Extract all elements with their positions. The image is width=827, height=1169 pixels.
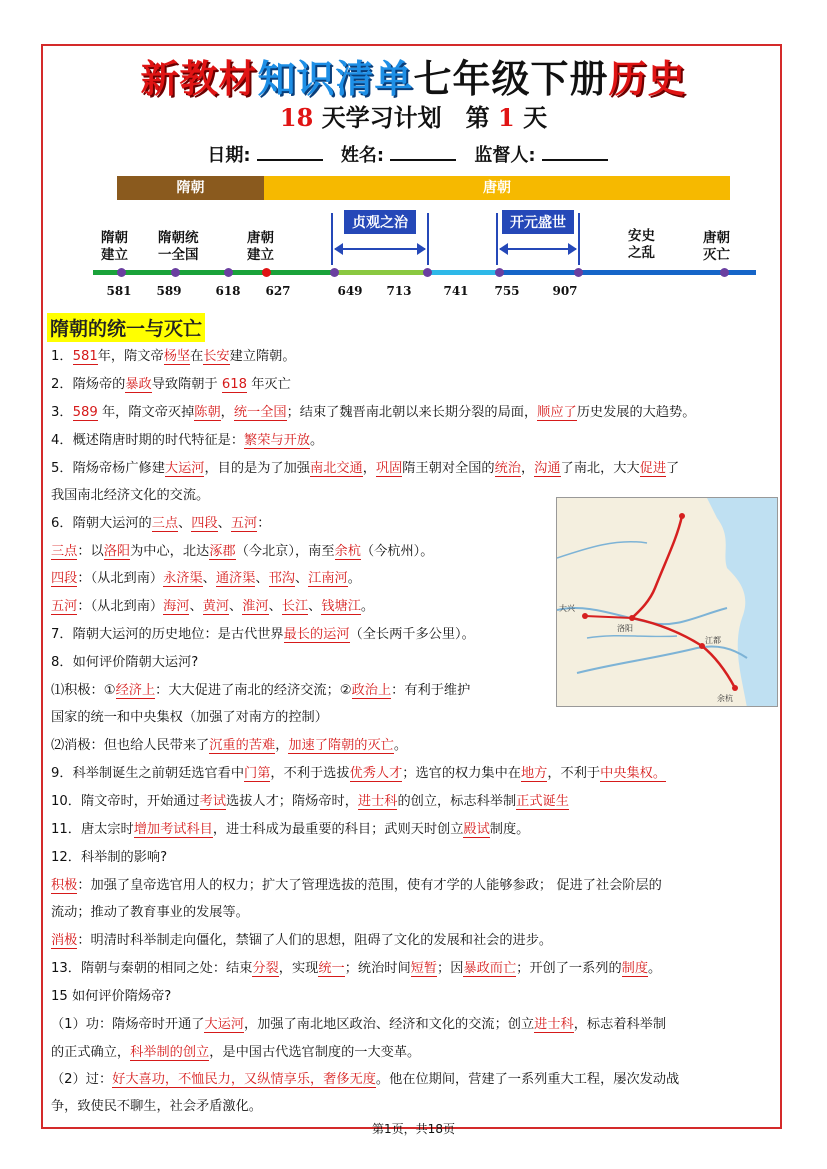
text: 在: [190, 349, 204, 364]
key-term: 顺应了: [537, 405, 577, 420]
year-label: 589: [156, 284, 182, 298]
key-term: 涿郡: [209, 544, 236, 559]
key-term: 地方: [520, 766, 548, 781]
text: ，目的是为了加强: [204, 461, 310, 476]
text: 。: [393, 738, 408, 753]
text: ：: [257, 516, 271, 531]
key-term: 618: [221, 377, 248, 392]
text: ：明清时科举制走向僵化，禁锢了人们的思想，阻碍了文化的发展和社会的进步。: [77, 933, 553, 948]
text: 隋王朝对全国的: [402, 461, 495, 476]
text: 导致隋朝于: [151, 377, 222, 392]
text: 选拔人才；隋炀帝时，: [226, 794, 358, 809]
key-term: 四段: [51, 571, 78, 586]
line-5: [51, 459, 679, 479]
key-term: 最长的运河: [283, 627, 350, 642]
text: ，: [220, 405, 234, 420]
timeline-dot: [495, 268, 504, 277]
key-term: 长江: [281, 599, 309, 614]
text: 、: [255, 571, 269, 586]
year-label: 649: [337, 284, 363, 298]
subtitle-day-number: 1: [498, 103, 515, 132]
section-heading: 隋朝的统一与灭亡: [47, 313, 205, 342]
line-4: [51, 431, 323, 451]
text: 。他在位期间，营建了一系列重大工程，屡次发动战: [375, 1072, 680, 1087]
text: 、: [268, 599, 282, 614]
line-8: 8．如何评价隋朝大运河?: [51, 655, 199, 670]
key-term: 五河: [51, 599, 78, 614]
key-term: 制度: [621, 961, 649, 976]
line-12-negative: [51, 931, 552, 951]
text: ，实现: [278, 961, 319, 976]
text: ；统治时间: [344, 961, 411, 976]
tang-dynasty-bar: 唐朝: [264, 176, 730, 200]
text: 3．: [51, 405, 73, 420]
line-15-fault-cont: 争，致使民不聊生，社会矛盾激化。: [51, 1099, 262, 1114]
text: 。: [360, 599, 375, 614]
line-15-merit: [51, 1015, 666, 1035]
key-term: 暴政而亡: [463, 961, 517, 976]
text: 、: [202, 571, 216, 586]
canal-route: [632, 516, 735, 688]
key-term: 黄河: [202, 599, 230, 614]
line-12: 12．科举制的影响?: [51, 850, 168, 865]
text: 11．唐太宗时: [51, 822, 134, 837]
period-label: 开元盛世: [502, 210, 574, 234]
text: 的创立，标志科举制: [397, 794, 517, 809]
title-part-2: 知识清单: [257, 57, 414, 101]
date-label: 日期:: [207, 145, 251, 166]
timeline-dot: [330, 268, 339, 277]
text: ：加强了皇帝选官用人的权力；扩大了管理选拔的范围，使有才学的人能够参政； 促进了社会阶层的: [77, 878, 662, 893]
double-arrow-icon: [500, 248, 576, 250]
period-label: 贞观之治: [344, 210, 416, 234]
year-label: 713: [386, 284, 412, 298]
key-term: 正式诞生: [516, 794, 569, 809]
key-term: 通济渠: [215, 571, 256, 586]
timeline-segment: [331, 270, 429, 275]
key-term: 优秀人才: [349, 766, 403, 781]
text: 。: [648, 961, 662, 976]
text: 建立隋朝。: [229, 349, 296, 364]
key-term: 大运河: [204, 1017, 245, 1032]
key-term: 增加考试科目: [133, 822, 213, 837]
timeline-segment: [429, 270, 497, 275]
text: 9．科举制诞生之前朝廷选官看中: [51, 766, 245, 781]
text: 、: [229, 599, 243, 614]
line-8-negative: [51, 736, 407, 756]
text: 、: [178, 516, 192, 531]
text: 年灭亡: [247, 377, 291, 392]
key-term: 三点: [51, 544, 78, 559]
map-label-daxing: 大兴: [559, 604, 575, 613]
text: ；结束了魏晋南北朝以来长期分裂的局面，: [286, 405, 538, 420]
map-drawing: [557, 498, 778, 707]
key-term: 短暂: [410, 961, 438, 976]
key-term: 钱塘江: [321, 599, 361, 614]
line-11: [51, 820, 529, 840]
text: 的正式确立，: [51, 1045, 131, 1060]
text: 6．隋朝大运河的: [51, 516, 152, 531]
text: 了南北，大大: [560, 461, 640, 476]
sea-area: [707, 498, 778, 707]
line-8-positive: [51, 681, 470, 701]
key-term: 消极: [51, 933, 78, 948]
event-label: 隋朝 建立: [101, 230, 128, 263]
line-15-merit-cont: [51, 1043, 420, 1063]
text: ，进士科成为最重要的科目；武则天时创立: [212, 822, 464, 837]
key-term: 余杭: [334, 544, 361, 559]
event-tang-founded: [247, 230, 274, 264]
title-part-1: 新教材: [140, 57, 258, 101]
date-field[interactable]: [257, 143, 323, 161]
key-term: 三点: [151, 516, 179, 531]
line-15-fault: [51, 1070, 679, 1090]
key-term: 加速了隋朝的灭亡: [288, 738, 394, 753]
line-12-positive: [51, 876, 662, 896]
map-label-yuhang: 余杭: [717, 694, 733, 703]
text: （今杭州）。: [360, 544, 434, 559]
text: ：有利于维护: [391, 683, 471, 698]
event-label: 隋朝统 一全国: [158, 230, 199, 263]
key-term: 杨坚: [163, 349, 191, 364]
text: 、: [294, 571, 309, 586]
timeline-axis: [93, 270, 756, 275]
key-term: 洛阳: [103, 544, 131, 559]
city-marker: [679, 513, 685, 519]
timeline-dot: [720, 268, 729, 277]
key-term: 江南河: [308, 571, 348, 586]
supervisor-field[interactable]: [542, 143, 608, 161]
timeline-dot: [574, 268, 583, 277]
key-term: 永济渠: [163, 571, 203, 586]
huai-river: [587, 636, 677, 638]
text: （全长两千多公里）。: [349, 627, 475, 642]
page-number: 第1页，共18页: [372, 1122, 455, 1136]
text: 年，隋文帝灭掉: [97, 405, 195, 420]
supervisor-label: 监督人:: [474, 145, 536, 166]
key-term: 589: [72, 405, 98, 420]
key-term: 长安: [203, 349, 230, 364]
key-term: 科举制的创立: [130, 1045, 210, 1060]
key-term: 殿试: [463, 822, 490, 837]
line-6-rivers: [51, 597, 374, 617]
timeline-dot: [423, 268, 432, 277]
key-term: 积极: [51, 878, 78, 893]
key-term: 政治上: [351, 683, 392, 698]
key-term: 中央集权。: [600, 766, 667, 781]
key-term: 沉重的苦难: [209, 738, 276, 753]
line-13: [51, 959, 661, 979]
sui-dynasty-bar: 隋朝: [117, 176, 264, 200]
text: 、: [217, 516, 231, 531]
timeline-dot: [117, 268, 126, 277]
key-term: 海河: [163, 599, 190, 614]
key-term: 好大喜功，不恤民力，又纵情享乐，奢侈无度: [112, 1072, 376, 1087]
key-term: 淮河: [242, 599, 269, 614]
subtitle-days: 18: [279, 103, 314, 132]
line-6: [51, 514, 270, 534]
line-9: [51, 764, 666, 784]
line-15: 15 如何评价隋炀帝?: [51, 989, 172, 1004]
key-term: 四段: [191, 516, 218, 531]
line-12-positive-cont: 流动；推动了教育事业的发展等。: [51, 905, 249, 920]
event-sui-founded: [101, 230, 128, 264]
timeline-dot: [224, 268, 233, 277]
key-term: 陈朝: [194, 405, 221, 420]
text: 10．隋文帝时，开始通过: [51, 794, 200, 809]
event-tang-fall: [703, 230, 730, 264]
year-label: 581: [106, 284, 132, 298]
event-label: 安史 之乱: [628, 228, 655, 261]
key-term: 门第: [244, 766, 271, 781]
text: 4．概述隋唐时期的时代特征是：: [51, 433, 245, 448]
text: ：以: [77, 544, 104, 559]
year-label: 627: [265, 284, 291, 298]
key-term: 沟通: [534, 461, 561, 476]
key-term: 统一: [318, 961, 345, 976]
text: ，: [520, 461, 535, 476]
event-anshi-rebellion: [628, 228, 655, 262]
line-6-points: [51, 542, 433, 562]
key-term: 促进: [639, 461, 667, 476]
river-line: [557, 542, 647, 558]
text: 制度。: [489, 822, 530, 837]
line-2: [51, 375, 291, 395]
text: 年，隋文帝: [97, 349, 164, 364]
text: （今北京），南至: [235, 544, 335, 559]
map-label-luoyang: 洛阳: [617, 624, 633, 633]
timeline-segment: [497, 270, 756, 275]
yangtze-river: [577, 646, 747, 673]
key-term: 暴政: [125, 377, 152, 392]
key-term: 五河: [230, 516, 258, 531]
text: 、: [189, 599, 203, 614]
double-arrow-icon: [335, 248, 425, 250]
text: （2）过：: [51, 1072, 113, 1087]
text: 1．: [51, 349, 73, 364]
text: ，不利于: [547, 766, 601, 781]
title-part-4: 历史: [608, 57, 687, 101]
text: ；开创了一系列的: [516, 961, 622, 976]
text: ，: [275, 738, 289, 753]
name-label: 姓名:: [340, 145, 385, 166]
key-term: 邗沟: [268, 571, 295, 586]
page-title: [0, 48, 827, 103]
text: 。: [309, 433, 324, 448]
city-marker: [629, 615, 635, 621]
text: ，标志着科举制: [573, 1017, 667, 1032]
key-term: 经济上: [115, 683, 156, 698]
city-marker: [732, 685, 738, 691]
line-8-positive-cont: 国家的统一和中央集权（加强了对南方的控制）: [51, 710, 328, 725]
timeline-dot: [262, 268, 271, 277]
year-label: 907: [552, 284, 578, 298]
key-term: 581: [72, 349, 98, 364]
text: ：（从北到南）: [77, 571, 164, 586]
text: ；因: [437, 961, 464, 976]
line-3: [51, 403, 695, 423]
event-label: 唐朝 建立: [247, 230, 274, 263]
key-term: 南北交通: [309, 461, 363, 476]
text: 历史发展的大趋势。: [576, 405, 696, 420]
key-term: 繁荣与开放: [244, 433, 310, 448]
grand-canal-map: [556, 497, 778, 707]
page-subtitle: [0, 98, 827, 133]
name-field[interactable]: [390, 143, 456, 161]
text: （1）功：隋炀帝时开通了: [51, 1017, 205, 1032]
key-term: 进士科: [534, 1017, 574, 1032]
year-label: 741: [443, 284, 469, 298]
text: ⑵消极：但也给人民带来了: [51, 738, 210, 753]
text: ⑴积极：①: [51, 683, 116, 698]
text: 2．隋炀帝的: [51, 377, 126, 392]
info-fields: [0, 141, 827, 167]
key-term: 统治: [494, 461, 521, 476]
year-label: 755: [494, 284, 520, 298]
text: 。: [347, 571, 361, 586]
period-kaiyuan: [496, 213, 580, 265]
key-term: 巩固: [375, 461, 403, 476]
city-marker: [582, 613, 588, 619]
line-1: [51, 347, 296, 367]
text: ；选官的权力集中在: [402, 766, 521, 781]
key-term: 分裂: [252, 961, 279, 976]
text: 13．隋朝与秦朝的相同之处：结束: [51, 961, 253, 976]
timeline-dot: [171, 268, 180, 277]
title-part-3: 七年级下册: [413, 56, 609, 101]
period-zhenguan: [331, 213, 429, 265]
key-term: 考试: [199, 794, 227, 809]
text: ，是中国古代选官制度的一大变革。: [209, 1045, 421, 1060]
text: ：大大促进了南北的经济交流；②: [155, 683, 352, 698]
text: 5．隋炀帝杨广修建: [51, 461, 165, 476]
subtitle-end: 天: [523, 103, 548, 132]
map-label-jiangdu: 江都: [705, 636, 721, 645]
text: ，加强了南北地区政治、经济和文化的交流；创立: [244, 1017, 535, 1032]
text: ，: [362, 461, 376, 476]
year-label: 618: [215, 284, 241, 298]
line-5-cont: 我国南北经济文化的交流。: [51, 488, 210, 503]
key-term: 进士科: [357, 794, 398, 809]
line-6-segments: [51, 569, 361, 589]
line-10: [51, 792, 569, 812]
text: 、: [308, 599, 322, 614]
text: 7．隋朝大运河的历史地位：是古代世界: [51, 627, 284, 642]
text: ：（从北到南）: [77, 599, 164, 614]
event-label: 唐朝 灭亡: [703, 230, 730, 263]
text: ，不利于选拔: [270, 766, 350, 781]
key-term: 统一全国: [233, 405, 287, 420]
subtitle-middle: 天学习计划 第: [321, 103, 490, 132]
event-sui-unify: [158, 230, 199, 264]
key-term: 大运河: [164, 461, 205, 476]
text: 了: [666, 461, 680, 476]
line-7: [51, 625, 475, 645]
text: 为中心，北达: [130, 544, 210, 559]
timeline-segment: [93, 270, 331, 275]
